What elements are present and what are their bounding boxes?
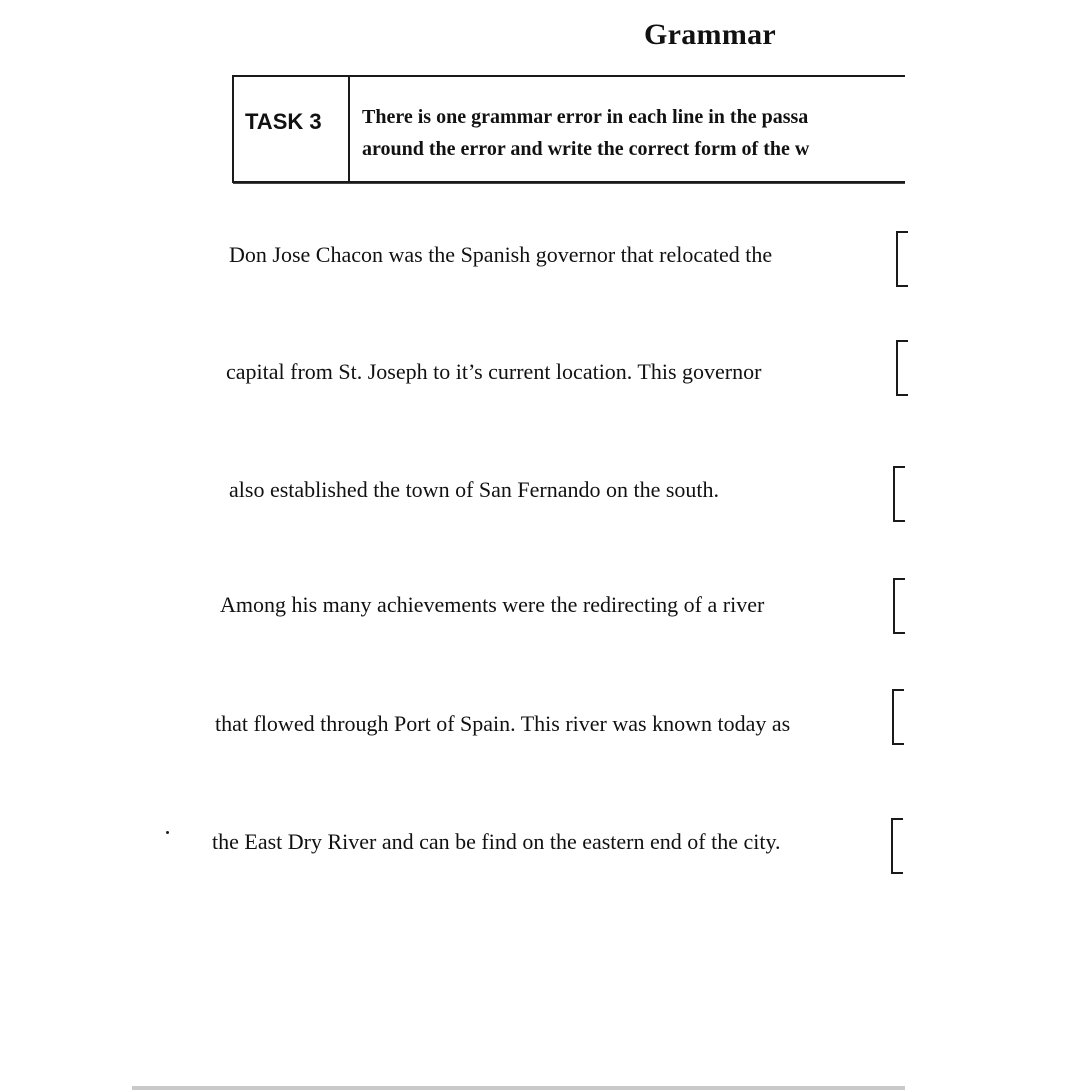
task-label: TASK 3 [245, 109, 322, 134]
passage-line-5: that flowed through Port of Spain. This river was known today as [215, 711, 791, 736]
stray-mark [166, 831, 169, 834]
task-label-cell [234, 77, 350, 181]
answer-bracket-3[interactable] [893, 466, 905, 522]
answer-bracket-4[interactable] [893, 578, 905, 634]
passage-line-6: the East Dry River and can be find on the eastern end of the city. [212, 829, 781, 854]
page-bottom-edge [132, 1086, 905, 1090]
passage-line-3: also established the town of San Fernando on the south. [229, 477, 720, 502]
instruction-line-1: There is one grammar error in each line in the passa [362, 106, 809, 128]
instruction-line-2: around the error and write the correct form of the w [362, 138, 810, 160]
watermark-fragment [955, 1084, 1025, 1092]
answer-bracket-5[interactable] [892, 689, 904, 745]
answer-bracket-6[interactable] [891, 818, 903, 874]
task-instruction [362, 101, 809, 165]
passage-line-1: Don Jose Chacon was the Spanish governor that relocated the [229, 242, 773, 267]
task-box [232, 75, 932, 183]
crop-edge [905, 0, 1080, 1092]
page-title: Grammar [644, 18, 777, 51]
answer-bracket-1[interactable] [896, 231, 908, 287]
passage-line-4: Among his many achievements were the redirecting of a river [220, 592, 765, 617]
passage-line-2: capital from St. Joseph to it’s current location. This governor [226, 359, 762, 384]
answer-bracket-2[interactable] [896, 340, 908, 396]
